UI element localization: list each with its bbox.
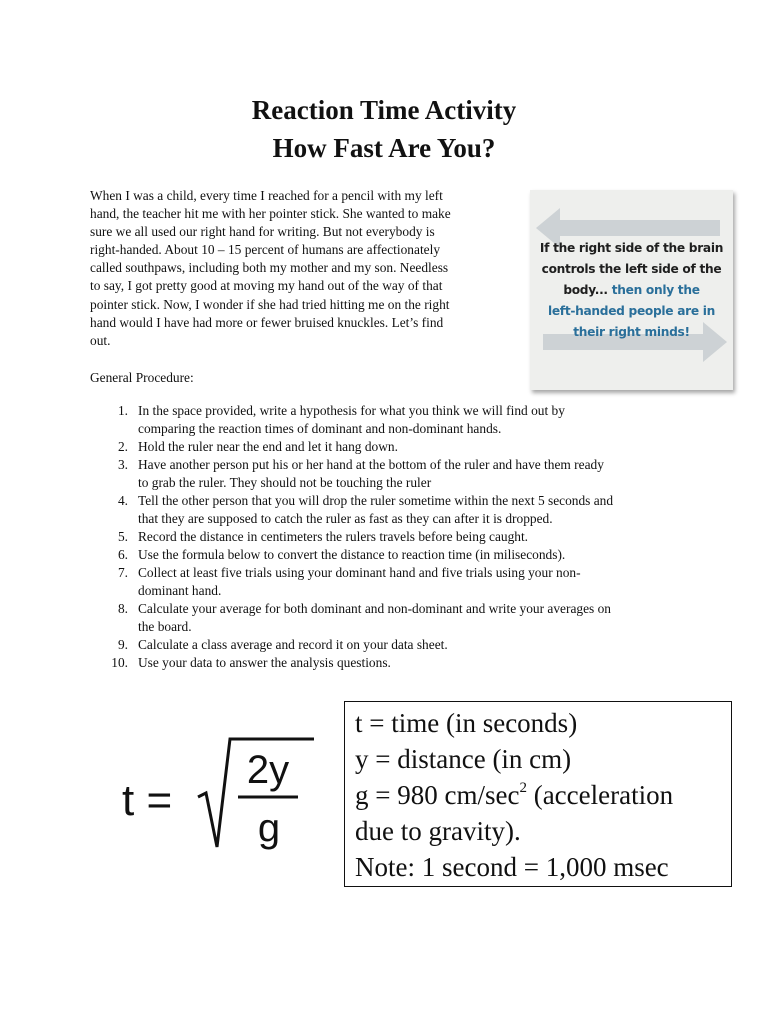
list-item [90,528,690,546]
step-text: Collect at least five trials using your dominant hand and five trials using your non- [138,565,581,580]
step-number: 10. [111,655,128,670]
formula-numerator: 2y [246,748,290,792]
procedure-steps [90,402,690,672]
brain-quote-poster [530,190,733,390]
intro-paragraph [90,187,510,350]
step-text: Use the formula below to convert the distance to reaction time (in miliseconds). [138,547,566,562]
step-text: Record the distance in centimeters the rulers travels before being caught. [138,529,529,544]
definition-g-rest: (acceleration [526,780,674,810]
definition-g-main: g = 980 cm/sec [355,780,520,810]
step-text: that they are supposed to catch the ruler as fast as they can after it is dropped. [138,511,553,526]
conversion-note: Note: 1 second = 1,000 msec [355,852,669,882]
step-text: comparing the reaction times of dominant and non-dominant hands. [138,421,502,436]
step-text: Hold the ruler near the end and let it hang down. [138,439,398,454]
square-root-formula [118,735,328,855]
poster-quote-text [530,238,733,343]
intro-line: to say, I got pretty good at moving my hand out of the way of that [90,278,443,294]
poster-body-word: body... [563,283,608,297]
step-number: 3. [117,457,128,472]
procedure-heading: General Procedure: [90,370,194,385]
variable-definitions-box [344,701,732,887]
step-text: In the space provided, write a hypothesis for what you think we will find out by [138,403,565,418]
list-item [90,456,690,492]
intro-line: pointer stick. Now, I wonder if she had tried hitting me on the right [90,296,450,312]
intro-line: sure we all used our right hand for writing. But not everybody is [90,224,435,240]
list-item [90,600,690,636]
step-number: 5. [117,529,128,544]
poster-line [530,280,733,301]
step-text: Have another person put his or her hand at the bottom of the ruler and have them ready [138,457,604,472]
step-text: Calculate your average for both dominant and non-dominant and write your averages on [138,601,611,616]
reaction-time-formula [118,735,328,855]
list-item [90,402,690,438]
poster-line: their right minds! [573,325,690,339]
intro-line: right-handed. About 10 – 15 percent of humans are affectionately [90,242,441,258]
intro-line: hand would I have had more or fewer bruised knuckles. Let’s find [90,314,444,330]
formula-denominator: g [257,806,281,850]
step-text: to grab the ruler. They should not be touching the ruler [138,475,432,490]
poster-line: If the right side of the brain [539,241,724,255]
definition-g-exponent: 2 [519,780,527,796]
step-number: 9. [117,637,128,652]
step-number: 6. [117,547,128,562]
poster-line: controls the left side of the [541,262,722,276]
step-text: Use your data to answer the analysis questions. [138,655,391,670]
page-title: Reaction Time Activity [251,95,517,125]
step-number: 2. [117,439,128,454]
definition-y: y = distance (in cm) [355,744,572,774]
intro-line: called southpaws, including both my mother and my son. Needless [90,260,449,276]
step-number: 1. [117,403,128,418]
page-subtitle: How Fast Are You? [272,133,496,163]
list-item [90,492,690,528]
step-number: 8. [117,601,128,616]
list-item [90,438,690,456]
list-item [90,636,690,654]
intro-line: out. [90,332,111,348]
poster-line: left-handed people are in [547,304,716,318]
step-text: Tell the other person that you will drop the ruler sometime within the next 5 seconds and [138,493,614,508]
step-number: 4. [117,493,128,508]
step-text: the board. [138,619,192,634]
intro-line: hand, the teacher hit me with her pointer stick. She wanted to make [90,206,451,222]
list-item [90,564,690,600]
definition-g [355,777,731,813]
definition-g-continued: due to gravity). [355,816,521,846]
list-item [90,546,690,564]
list-item [90,654,690,672]
intro-line: When I was a child, every time I reached for a pencil with my left [90,188,443,203]
step-text: Calculate a class average and record it on your data sheet. [138,637,448,652]
step-text: dominant hand. [138,583,222,598]
formula-lhs: t = [122,776,173,825]
definition-t: t = time (in seconds) [355,708,578,738]
step-number: 7. [117,565,128,580]
poster-highlight: then only the [611,283,700,297]
